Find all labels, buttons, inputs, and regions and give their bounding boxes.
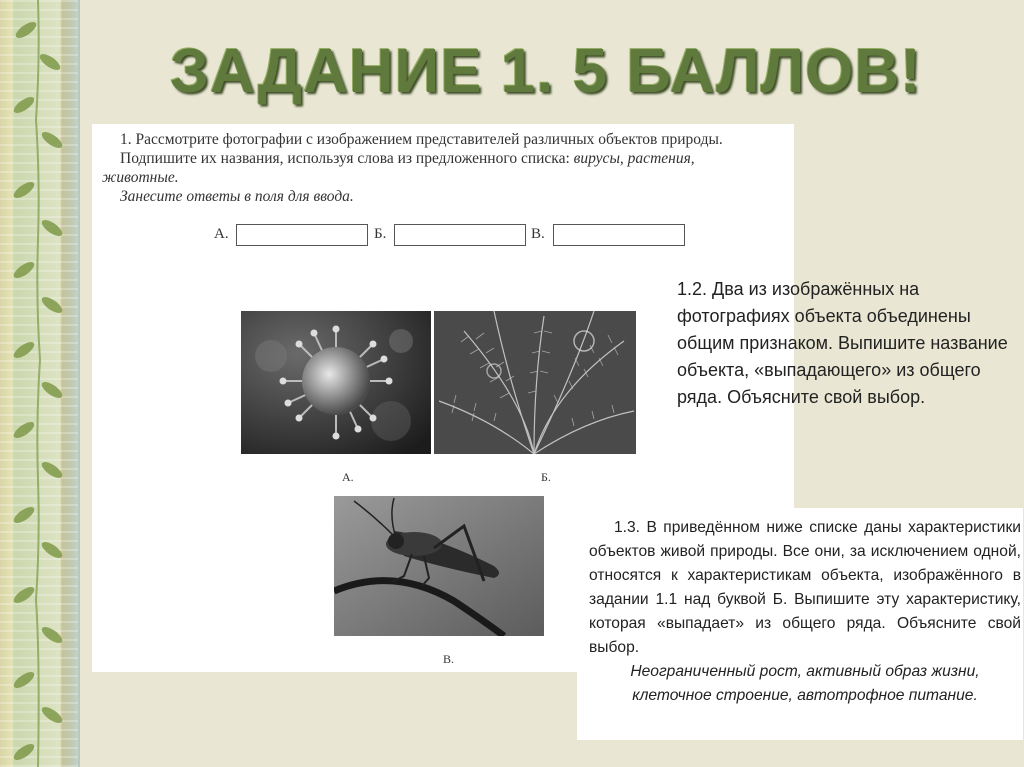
caption-c: В.: [443, 652, 455, 666]
decorative-side-border: [0, 0, 80, 767]
question-1-2: 1.2. Два из изображённых на фотографиях объекта объединены общим признаком. Выпишите название объекта, «выпадающего» из общего ряда. Объясните свой выбор.: [677, 279, 1008, 407]
question-1-3: 1.3. В приведённом ниже списке даны характеристики объектов живой природы. Все они, за исключением одной, относятся к характеристикам объекта, изображённого в задании 1.1 над буквой Б. Выпишите эту характеристику, которая «выпадает» из общего ряда. Объясните свой выбор.: [589, 519, 1021, 656]
question-1-1-options-cont: животные.: [102, 169, 179, 186]
fern-icon: [434, 311, 636, 454]
photo-fern: [434, 311, 636, 454]
answer-input-a[interactable]: [236, 224, 368, 246]
question-1-1-options: вирусы, растения,: [573, 150, 695, 167]
question-1-3-items: Неограниченный рост, активный образ жизни, клеточное строение, автотрофное питание.: [630, 663, 980, 704]
photo-virus: [241, 311, 431, 454]
question-1-1-line3: [102, 168, 782, 187]
virus-icon: [241, 311, 431, 454]
question-1-1-line1: 1. Рассмотрите фотографии с изображением представителей различных объектов природы.: [120, 131, 723, 148]
answer-label-c: В.: [531, 226, 545, 242]
caption-b: Б.: [541, 470, 551, 484]
question-1-1-instruction: [102, 187, 782, 206]
answer-label-b: Б.: [374, 226, 387, 242]
question-1-1: [102, 130, 782, 206]
question-1-1-prompt: Подпишите их названия, используя слова из предложенного списка:: [120, 150, 574, 167]
photo-grasshopper: [334, 496, 544, 636]
grasshopper-icon: [334, 496, 544, 636]
leaf-pattern-icon: [0, 0, 78, 767]
answer-label-a: А.: [214, 226, 229, 242]
slide-title: ЗАДАНИЕ 1. 5 БАЛЛОВ!: [170, 37, 922, 106]
question-1-3-box: [577, 508, 1023, 740]
instruction-text: Занесите ответы в поля для ввода.: [120, 188, 354, 205]
question-1-1-line2: [102, 149, 782, 168]
caption-a: А.: [342, 470, 354, 484]
answer-fields: [92, 224, 794, 246]
answer-input-b[interactable]: [394, 224, 526, 246]
answer-input-c[interactable]: [553, 224, 685, 246]
